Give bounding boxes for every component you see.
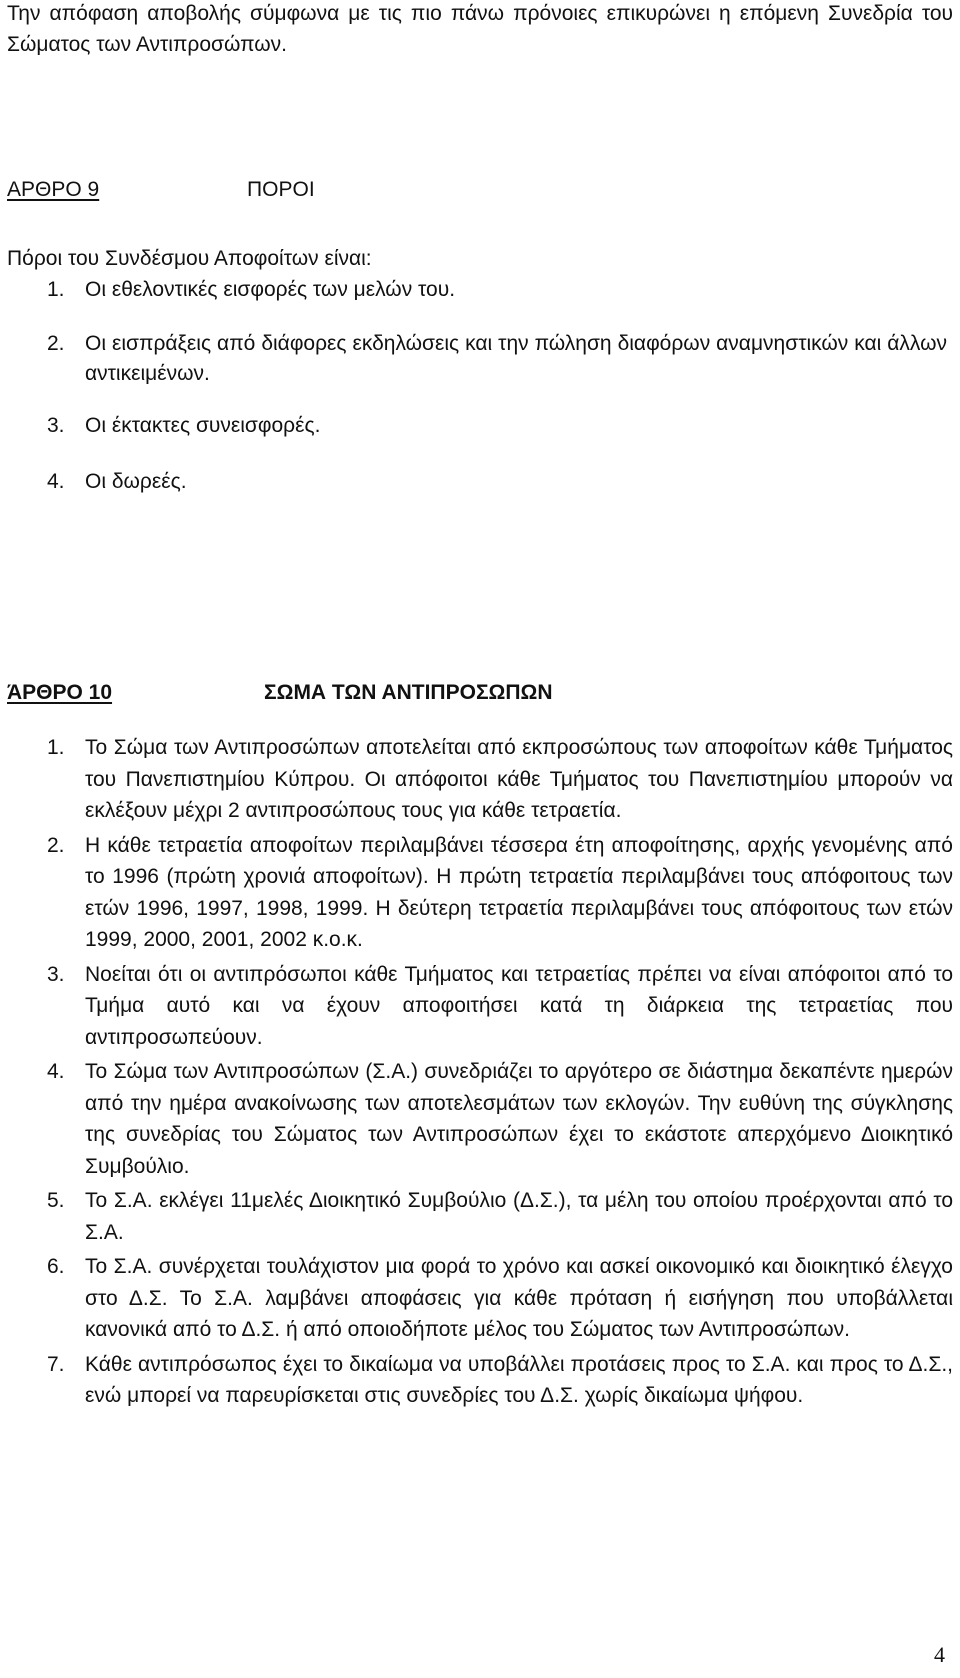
item-number: 3. — [47, 962, 65, 986]
list-item — [47, 1349, 953, 1412]
article-10-title: ΣΩΜΑ ΤΩΝ ΑΝΤΙΠΡΟΣΩΠΩΝ — [264, 681, 553, 704]
list-item — [47, 411, 947, 441]
list-item — [47, 329, 947, 389]
item-text: Το Σ.Α. συνέρχεται τουλάχιστον μια φορά το χρόνο και ασκεί οικονομικό και διοικητικό έλεγχο στο Δ.Σ. Το Σ.Α. λαμβάνει αποφάσεις για κάθε πρόταση ή εισήγηση που υποβάλλεται κανονικά από το Δ.Σ. ή από οποιοδήποτε μέλος του Σώματος των Αντιπροσώπων. — [85, 1255, 953, 1341]
item-number: 5. — [47, 1189, 65, 1212]
list-item — [47, 959, 953, 1054]
article-9-lead: Πόροι του Συνδέσμου Αποφοίτων είναι: — [7, 247, 372, 270]
list-item — [47, 732, 953, 827]
article-10-number: ΆΡΘΡΟ 10 — [7, 681, 113, 704]
item-number: 7. — [47, 1352, 65, 1376]
item-number: 1. — [47, 736, 65, 759]
item-text: Το Σ.Α. εκλέγει 11μελές Διοικητικό Συμβούλιο (Δ.Σ.), τα μέλη του οποίου προέρχονται από το Σ.Α. — [85, 1189, 953, 1244]
item-number: 4. — [47, 1060, 65, 1083]
list-item — [47, 1185, 953, 1248]
item-text: Κάθε αντιπρόσωπος έχει το δικαίωμα να υποβάλλει προτάσεις προς το Σ.Α. και προς το Δ.Σ., ενώ μπορεί να παρευρίσκεται στις συνεδρίες του Δ.Σ. χωρίς δικαίωμα ψήφου. — [85, 1352, 953, 1407]
article-9-title: ΠΟΡΟΙ — [247, 178, 315, 201]
intro-paragraph: Την απόφαση αποβολής σύμφωνα με τις πιο πάνω πρόνοιες επικυρώνει η επόμενη Συνεδρία του Σώματος των Αντιπροσώπων. — [7, 2, 953, 56]
item-text: Οι εθελοντικές εισφορές των μελών του. — [85, 278, 456, 301]
item-text: Οι έκτακτες συνεισφορές. — [85, 414, 321, 437]
item-text: Οι εισπράξεις από διάφορες εκδηλώσεις και την πώληση διαφόρων αναμνηστικών και άλλων αντικειμένων. — [85, 332, 947, 385]
item-number: 4. — [47, 470, 65, 493]
item-number: 6. — [47, 1255, 65, 1278]
list-item — [47, 1251, 953, 1346]
item-text: Το Σώμα των Αντιπροσώπων (Σ.Α.) συνεδριάζει το αργότερο σε διάστημα δεκαπέντε ημερών από την ημέρα ανακοίνωσης των αποτελεσμάτων των εκλογών. Την ευθύνη της σύγκλησης της συνεδρίας του Σώματος των Αντιπροσώπων έχει το εκάστοτε απερχόμενο Διοικητικό Συμβούλιο. — [85, 1060, 953, 1178]
list-item — [47, 1056, 953, 1182]
article-9-list — [47, 275, 947, 523]
item-number: 2. — [47, 332, 65, 355]
page-number: 4 — [934, 1642, 945, 1667]
item-number: 2. — [47, 833, 65, 857]
article-10-list — [47, 732, 953, 1415]
list-item — [47, 275, 947, 305]
item-text: Οι δωρεές. — [85, 470, 187, 493]
article-10-heading — [7, 678, 553, 708]
list-item — [47, 467, 947, 497]
item-number: 3. — [47, 414, 65, 437]
list-item — [47, 830, 953, 956]
item-number: 1. — [47, 278, 65, 301]
item-text: Η κάθε τετραετία αποφοίτων περιλαμβάνει τέσσερα έτη αποφοίτησης, αρχής γενομένης από το 1996 (πρώτη χρονιά αποφοίτων). Η πρώτη τετραετία περιλαμβάνει τους απόφοιτους των ετών 1996, 1997, 1998, 1999. Η δεύτερη τετραετία περιλαμβάνει τους απόφοιτους των ετών 1999, 2000, 2001, 2002 κ.ο.κ. — [85, 833, 953, 951]
item-text: Νοείται ότι οι αντιπρόσωποι κάθε Τμήματος και τετραετίας πρέπει να είναι απόφοιτοι από το Τμήμα αυτό και να έχουν αποφοιτήσει κατά τη διάρκεια της τετραετίας που αντιπροσωπεύουν. — [85, 962, 953, 1049]
article-9-heading — [7, 175, 315, 205]
item-text: Το Σώμα των Αντιπροσώπων αποτελείται από εκπροσώπους των αποφοίτων κάθε Τμήματος του Πανεπιστημίου Κύπρου. Οι απόφοιτοι κάθε Τμήματος του Πανεπιστημίου μπορούν να εκλέξουν μέχρι 2 αντιπροσώπους τους για κάθε τετραετία. — [85, 736, 953, 822]
article-9-number: ΑΡΘΡΟ 9 — [7, 178, 100, 201]
